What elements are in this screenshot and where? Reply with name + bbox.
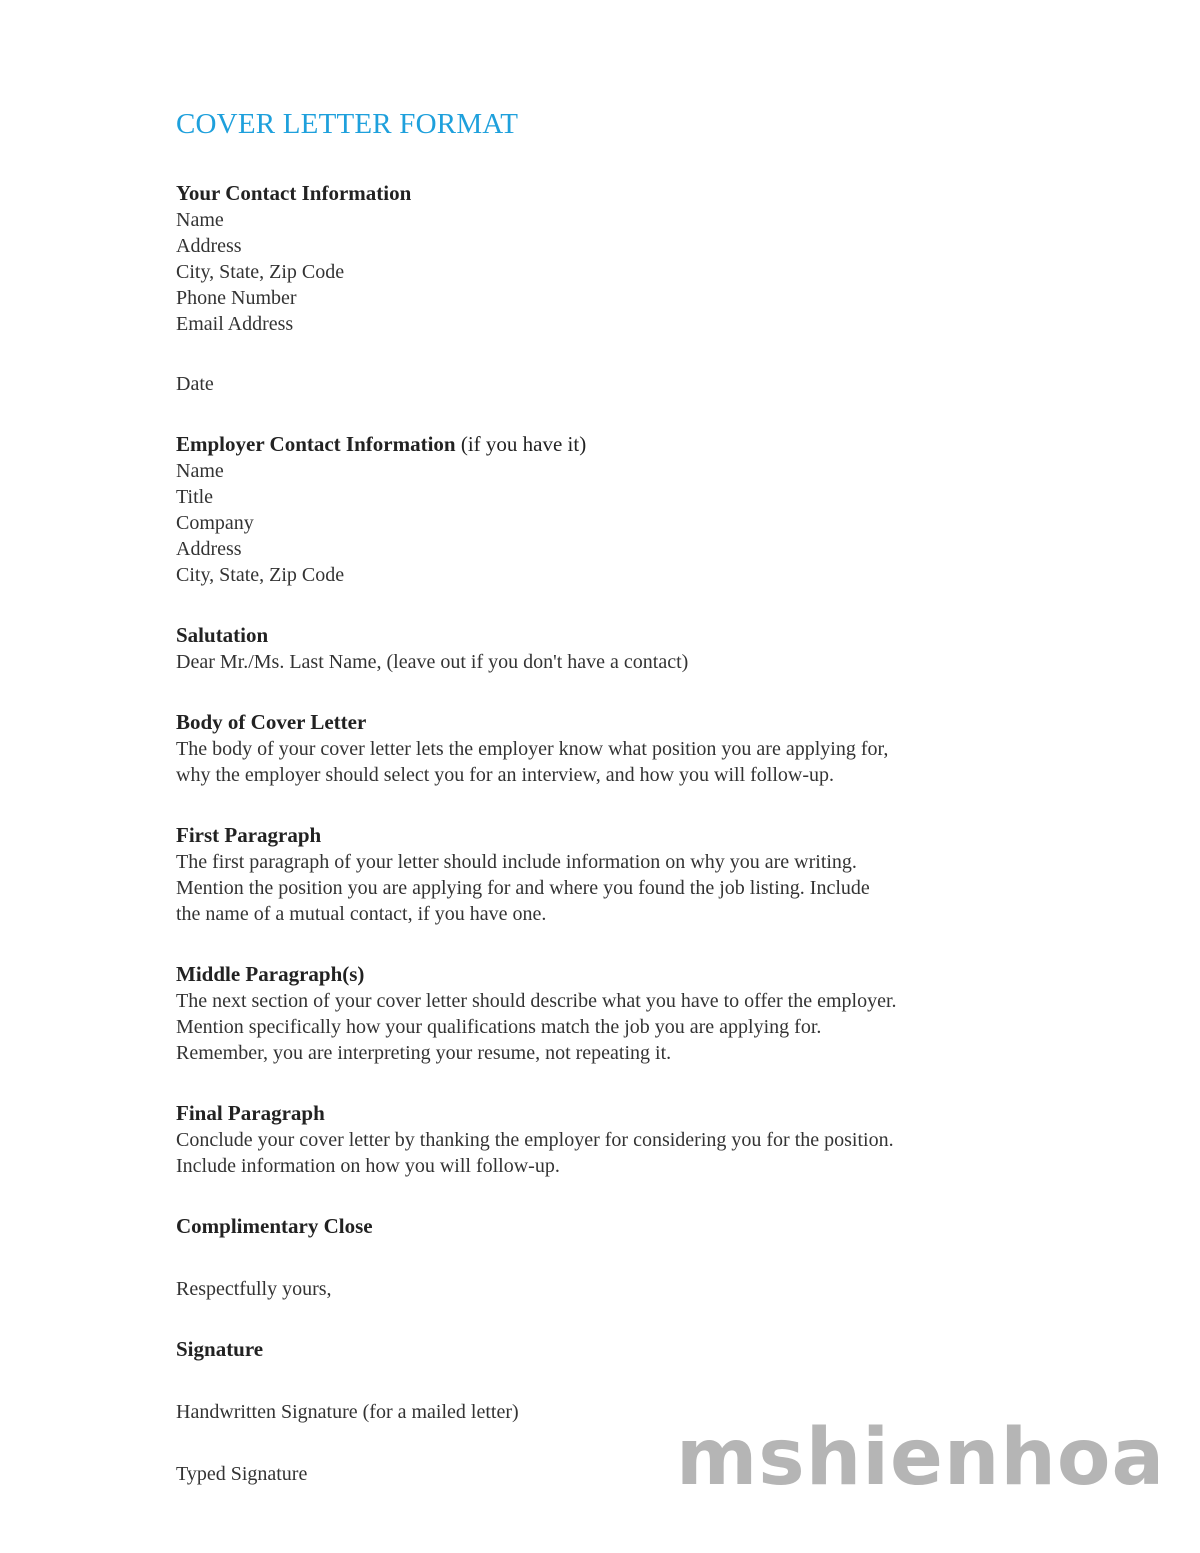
contact-section bbox=[176, 180, 1076, 337]
employer-section bbox=[176, 431, 1076, 588]
contact-line: City, State, Zip Code bbox=[176, 261, 345, 283]
contact-line: Name bbox=[176, 209, 224, 231]
document-page bbox=[176, 104, 1076, 1521]
contact-line: Address bbox=[176, 235, 242, 257]
salutation-heading: Salutation bbox=[176, 623, 269, 647]
close-text: Respectfully yours, bbox=[176, 1278, 332, 1300]
employer-line: Address bbox=[176, 538, 242, 560]
employer-heading-text: Employer Contact Information bbox=[176, 432, 456, 456]
document-title: COVER LETTER FORMAT bbox=[176, 108, 519, 140]
employer-line: Title bbox=[176, 486, 214, 508]
first-paragraph-line: the name of a mutual contact, if you have one. bbox=[176, 903, 547, 925]
contact-line: Phone Number bbox=[176, 287, 297, 309]
contact-line: Email Address bbox=[176, 313, 294, 335]
final-paragraph-line: Conclude your cover letter by thanking the employer for considering you for the position. bbox=[176, 1129, 894, 1151]
close-heading: Complimentary Close bbox=[176, 1214, 373, 1238]
employer-heading-note: (if you have it) bbox=[460, 432, 587, 456]
close-section bbox=[176, 1213, 1076, 1302]
typed-signature-line: Typed Signature bbox=[176, 1463, 308, 1485]
body-line: why the employer should select you for an interview, and how you will follow-up. bbox=[176, 764, 835, 786]
salutation-section bbox=[176, 622, 1076, 675]
middle-paragraph-heading: Middle Paragraph(s) bbox=[176, 962, 365, 986]
salutation-text: Dear Mr./Ms. Last Name, (leave out if you don't have a contact) bbox=[176, 651, 689, 673]
first-paragraph-section bbox=[176, 822, 1076, 927]
body-heading: Body of Cover Letter bbox=[176, 710, 367, 734]
employer-line: City, State, Zip Code bbox=[176, 564, 345, 586]
final-paragraph-section bbox=[176, 1100, 1076, 1179]
first-paragraph-line: The first paragraph of your letter should include information on why you are writing. bbox=[176, 851, 857, 873]
spacer bbox=[176, 1240, 1076, 1276]
body-section bbox=[176, 709, 1076, 788]
middle-paragraph-section bbox=[176, 961, 1076, 1066]
watermark: mshienhoa bbox=[676, 1413, 1166, 1503]
employer-heading bbox=[176, 431, 1076, 458]
employer-line: Company bbox=[176, 512, 254, 534]
employer-line: Name bbox=[176, 460, 224, 482]
final-paragraph-heading: Final Paragraph bbox=[176, 1101, 325, 1125]
handwritten-signature-line: Handwritten Signature (for a mailed letter) bbox=[176, 1401, 519, 1423]
first-paragraph-heading: First Paragraph bbox=[176, 823, 322, 847]
first-paragraph-line: Mention the position you are applying for and where you found the job listing. Include bbox=[176, 877, 870, 899]
contact-heading: Your Contact Information bbox=[176, 181, 412, 205]
body-line: The body of your cover letter lets the employer know what position you are applying for, bbox=[176, 738, 889, 760]
middle-paragraph-line: Remember, you are interpreting your resume, not repeating it. bbox=[176, 1042, 672, 1064]
date-section bbox=[176, 371, 1076, 397]
date-line: Date bbox=[176, 373, 214, 395]
middle-paragraph-line: Mention specifically how your qualifications match the job you are applying for. bbox=[176, 1016, 822, 1038]
spacer bbox=[176, 1363, 1076, 1399]
final-paragraph-line: Include information on how you will follow-up. bbox=[176, 1155, 560, 1177]
middle-paragraph-line: The next section of your cover letter should describe what you have to offer the employer. bbox=[176, 990, 897, 1012]
signature-heading: Signature bbox=[176, 1337, 264, 1361]
